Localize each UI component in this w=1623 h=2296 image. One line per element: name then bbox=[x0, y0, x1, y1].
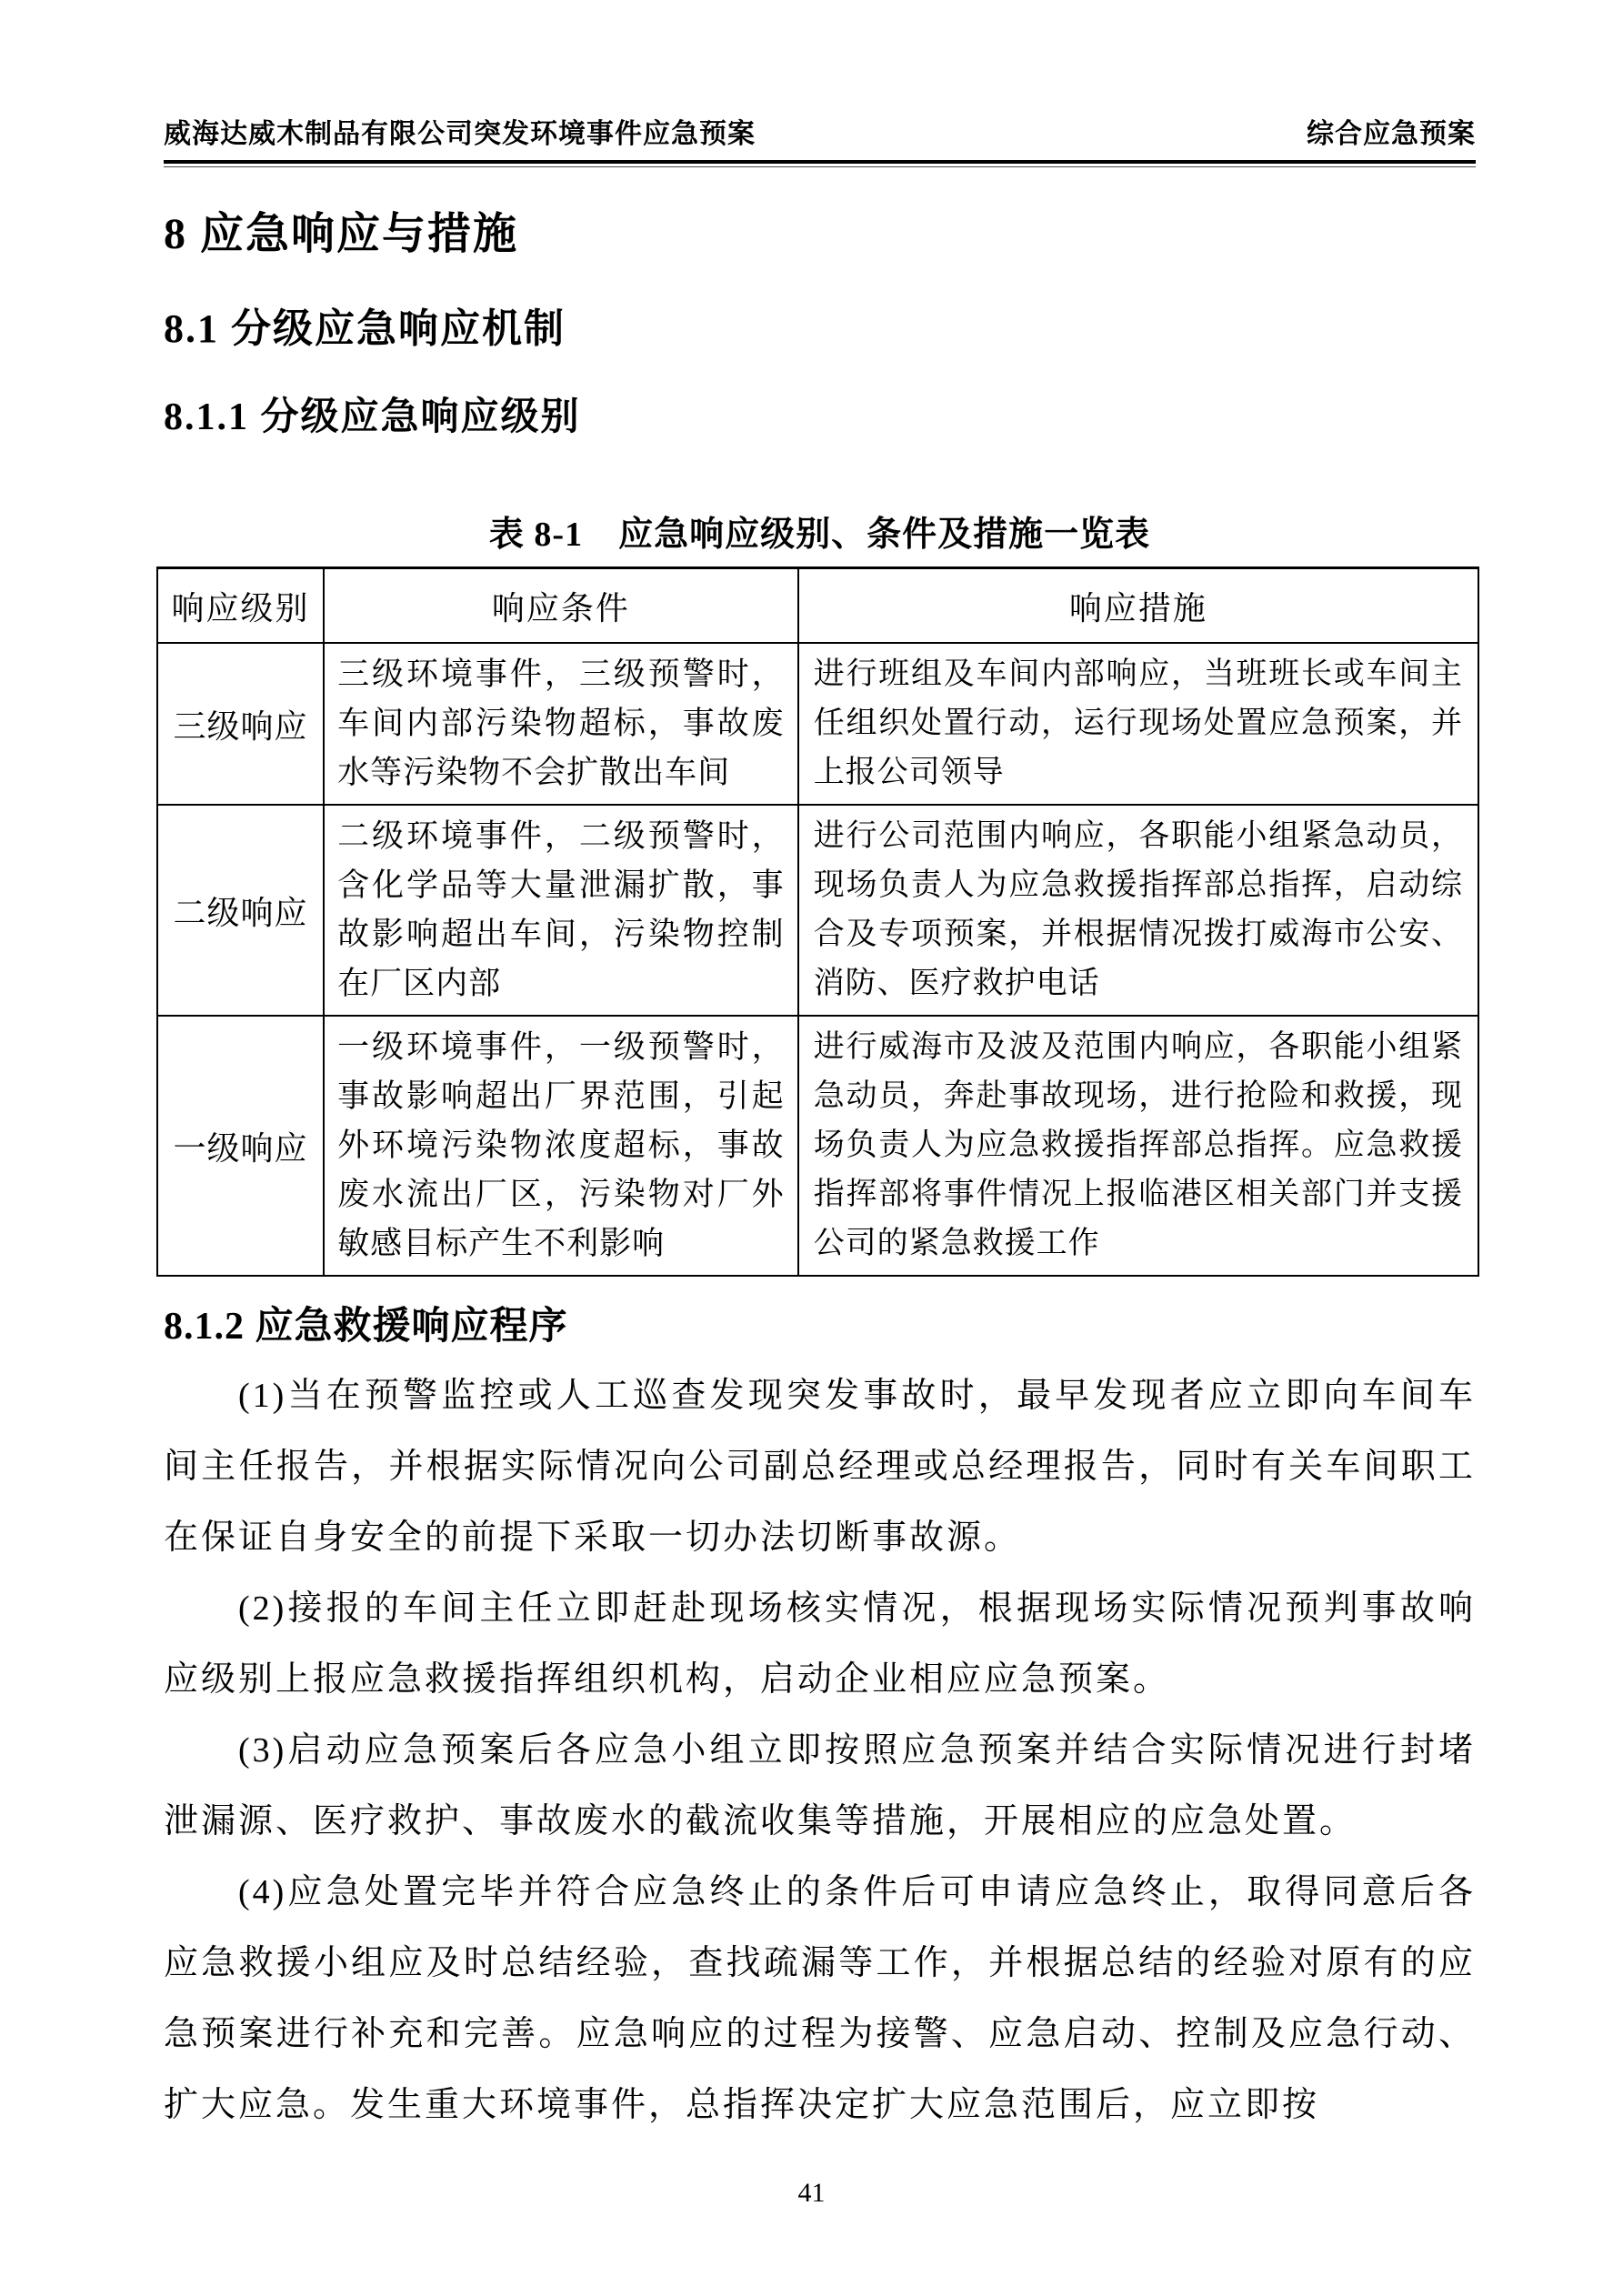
header-right-text: 综合应急预案 bbox=[1307, 119, 1476, 149]
cell-condition-1: 一级环境事件，一级预警时，事故影响超出厂界范围，引起外环境污染物浓度超标，事故废水流出厂区，污染物对厂外敏感目标产生不利影响 bbox=[324, 1016, 798, 1276]
cell-level-2: 二级响应 bbox=[157, 805, 324, 1016]
page-header bbox=[164, 0, 1476, 151]
heading-section-8-1-1: 8.1.1 分级应急响应级别 bbox=[164, 396, 581, 438]
column-header-condition: 响应条件 bbox=[324, 568, 798, 644]
table-header-row bbox=[157, 568, 1478, 644]
heading-section-8-1-2: 8.1.2 应急救援响应程序 bbox=[164, 1306, 568, 1348]
table-row-level-2 bbox=[157, 805, 1478, 1016]
heading-chapter: 8 应急响应与措施 bbox=[164, 210, 519, 258]
table-row-level-1 bbox=[157, 1016, 1478, 1276]
header-rule bbox=[164, 160, 1476, 167]
cell-level-3: 三级响应 bbox=[157, 643, 324, 805]
cell-measures-2: 进行公司范围内响应，各职能小组紧急动员，现场负责人为应急救援指挥部总指挥，启动综合及专项预案，并根据情况拨打威海市公安、消防、医疗救护电话 bbox=[798, 805, 1478, 1016]
heading-section-8-1: 8.1 分级应急响应机制 bbox=[164, 306, 566, 351]
column-header-measures: 响应措施 bbox=[798, 568, 1478, 644]
table-row-level-3 bbox=[157, 643, 1478, 805]
paragraph-3: (3)启动应急预案后各应急小组立即按照应急预案并结合实际情况进行封堵泄漏源、医疗救护、事故废水的截流收集等措施，开展相应的应急处置。 bbox=[164, 1731, 1476, 1840]
paragraph-2: (2)接报的车间主任立即赶赴现场核实情况，根据现场实际情况预判事故响应级别上报应急救援指挥组织机构，启动企业相应应急预案。 bbox=[164, 1589, 1476, 1699]
response-levels-table bbox=[156, 566, 1479, 1277]
table-title: 表 8-1 应急响应级别、条件及措施一览表 bbox=[488, 516, 1151, 554]
page-number: 41 bbox=[797, 2178, 826, 2208]
cell-measures-3: 进行班组及车间内部响应，当班班长或车间主任组织处置行动，运行现场处置应急预案，并上报公司领导 bbox=[798, 643, 1478, 805]
cell-level-1: 一级响应 bbox=[157, 1016, 324, 1276]
paragraph-4: (4)应急处置完毕并符合应急终止的条件后可申请应急终止，取得同意后各应急救援小组应及时总结经验，查找疏漏等工作，并根据总结的经验对原有的应急预案进行补充和完善。应急响应的过程为接警、应急启动、控制及应急行动、扩大应急。发生重大环境事件，总指挥决定扩大应急范围后，应立即按 bbox=[164, 1873, 1476, 2124]
cell-condition-3: 三级环境事件，三级预警时，车间内部污染物超标，事故废水等污染物不会扩散出车间 bbox=[324, 643, 798, 805]
cell-measures-1: 进行威海市及波及范围内响应，各职能小组紧急动员，奔赴事故现场，进行抢险和救援，现场负责人为应急救援指挥部总指挥。应急救援指挥部将事件情况上报临港区相关部门并支援公司的紧急救援工作 bbox=[798, 1016, 1478, 1276]
column-header-level: 响应级别 bbox=[157, 568, 324, 644]
paragraph-1: (1)当在预警监控或人工巡查发现突发事故时，最早发现者应立即向车间车间主任报告，并根据实际情况向公司副总经理或总经理报告，同时有关车间职工在保证自身安全的前提下采取一切办法切断事故源。 bbox=[164, 1377, 1476, 1557]
page-content bbox=[164, 0, 1476, 2141]
header-left-text: 威海达威木制品有限公司突发环境事件应急预案 bbox=[164, 119, 756, 149]
cell-condition-2: 二级环境事件，二级预警时，含化学品等大量泄漏扩散，事故影响超出车间，污染物控制在厂区内部 bbox=[324, 805, 798, 1016]
